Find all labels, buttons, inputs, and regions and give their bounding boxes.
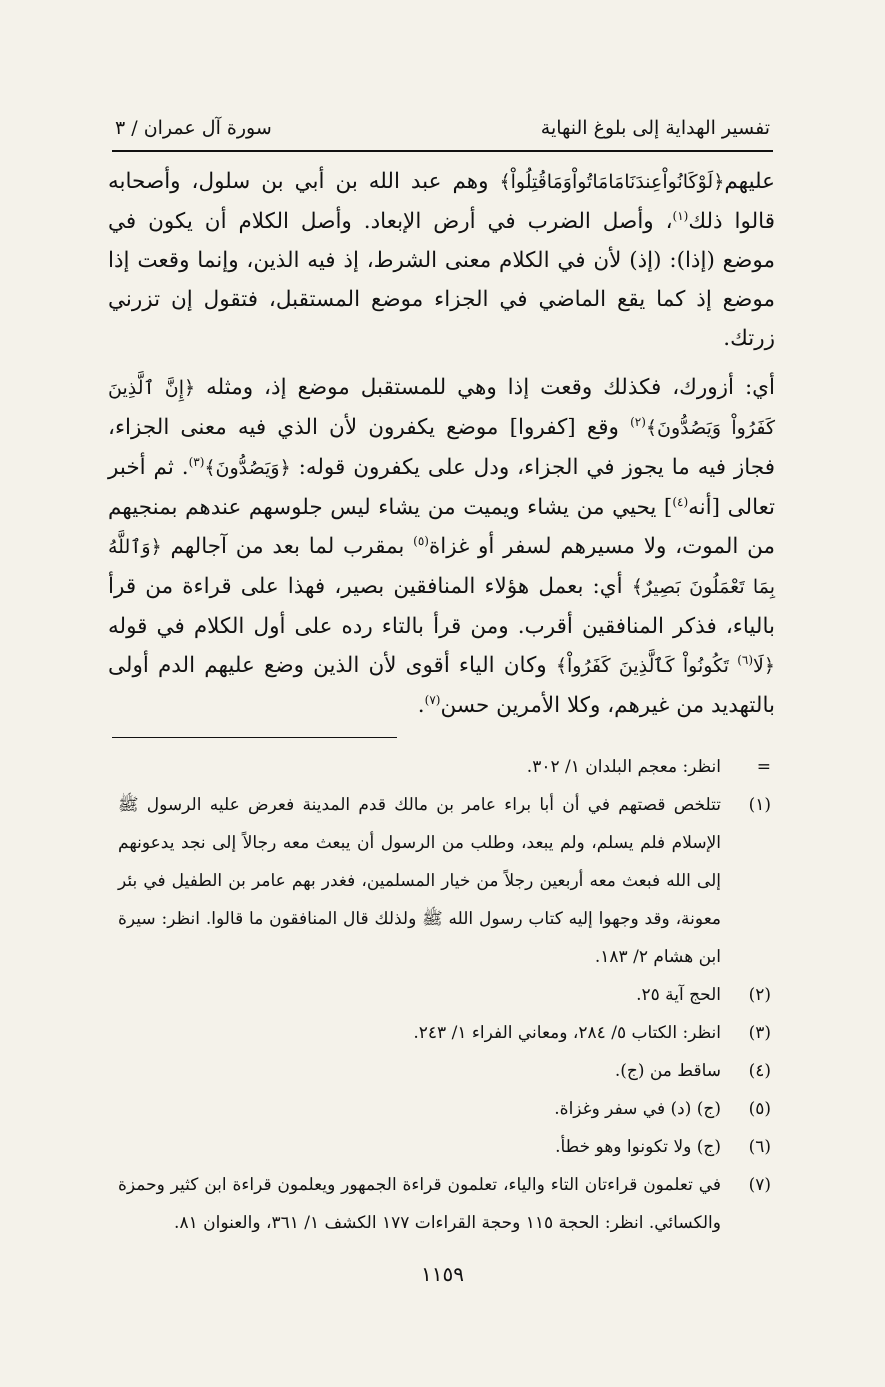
- footnote-4: [118, 1052, 773, 1090]
- footnote-text: ساقط من (ج).: [614, 1061, 721, 1081]
- footnote-text: (ج) ولا تكونوا وهو خطأ.: [555, 1137, 721, 1157]
- running-header: [115, 108, 770, 148]
- footnote-3: [118, 1014, 773, 1052]
- paragraph-2: [108, 368, 775, 725]
- footnote-5: [118, 1090, 773, 1128]
- quran-verse: ﴿وَيَصُدُّونَ﴾: [204, 457, 291, 479]
- text-run: وهم عبد الله بن أبي بن سلول، وأصحابه قالوا ذلك: [108, 169, 775, 234]
- text-run: وقع [كفروا] موضع يكفرون لأن الذي فيه معنى الجزاء، فجاز فيه ما يجوز في الجزاء، ودل على يكفرون قوله:: [108, 415, 775, 480]
- quran-verse: ﴿وَٱللَّهُ بِمَا تَعْمَلُونَ بَصِيرٌ﴾: [108, 536, 775, 598]
- text-run: . ثم أخبر تعالى [أنه: [108, 455, 775, 520]
- footnotes: [118, 748, 773, 1242]
- footnote-continuation: [118, 748, 773, 786]
- header-rule: [112, 150, 773, 152]
- footnote-separator: [112, 737, 397, 738]
- footnote-ref: (٧): [424, 692, 441, 707]
- text-run: أي: بعمل هؤلاء المنافقين بصير، فهذا على قراءة من قرأ بالياء، فذكر المنافقين أقرب. ومن قرأ بالتاء رده على أول الكلام في قوله: [108, 574, 775, 639]
- page-number: ١١٥٩: [421, 1262, 464, 1286]
- text-run: ] يحيي من يشاء ويميت من يشاء ليس جلوسهم عندهم بمنجيهم من الموت، ولا مسيرهم لسفر أو غزاة: [108, 495, 775, 559]
- footnote-number: =: [756, 757, 771, 777]
- footnote-1: [118, 786, 773, 976]
- footnote-ref: (٣): [188, 454, 205, 469]
- footnote-text: في تعلمون قراءتان التاء والياء، تعلمون قراءة الجمهور ويعلمون قراءة ابن كثير وحمزة والكسائي. انظر: الحجة ١١٥ وحجة القراءات ١٧٧ الكشف ١/ ٣٦١، والعنوان ٨١.: [118, 1175, 721, 1233]
- quran-verse: ﴿لَا: [753, 655, 775, 677]
- footnote-2: [118, 976, 773, 1014]
- footnote-text: (ج) (د) في سفر وغزاة.: [554, 1099, 721, 1119]
- footnote-number: (٧): [748, 1175, 771, 1195]
- text-run: وكان الياء أقوى لأن الذين وضع عليهم الدم أولى بالتهديد من غيرهم، وكلا الأمرين حسن: [108, 653, 775, 718]
- footnote-number: (١): [748, 795, 771, 815]
- footnote-ref: (٤): [672, 494, 689, 509]
- footnote-ref: (٥): [413, 533, 429, 548]
- footnote-number: (٤): [748, 1061, 771, 1081]
- footnote-ref: (١): [672, 208, 689, 223]
- text-run: ، وأصل الضرب في أرض الإبعاد. وأصل الكلام أن يكون في موضع (إذا): (إذ) لأن في الكلام معنى الشرط، إذ فيه الذين، وإنما وقعت إذا موضع إذ كما يقع الماضي في الجزاء موضع المستقبل، فتقول إن تزرني زرتك.: [108, 209, 775, 351]
- text-run: .: [417, 693, 425, 718]
- footnote-6: [118, 1128, 773, 1166]
- footnote-7: [118, 1166, 773, 1242]
- surah-label: سورة آل عمران / ٣: [115, 117, 272, 139]
- footnote-text: الحج آية ٢٥.: [636, 985, 721, 1005]
- footnote-ref: (٢): [630, 414, 646, 429]
- text-run: عليهم: [724, 169, 775, 194]
- footnote-text: انظر: معجم البلدان ١/ ٣٠٢.: [526, 757, 721, 777]
- footnote-number: (٣): [748, 1023, 771, 1043]
- quran-verse: تَكُونُواْ كَٱلَّذِينَ كَفَرُواْ﴾: [555, 655, 738, 677]
- footnote-number: (٦): [748, 1137, 771, 1157]
- text-run: أي: أزورك، فكذلك وقعت إذا وهي للمستقبل موضع إذ، ومثله: [195, 375, 775, 400]
- footnote-text: انظر: الكتاب ٥/ ٢٨٤، ومعاني الفراء ١/ ٢٤٣.: [413, 1023, 721, 1043]
- footnote-number: (٥): [748, 1099, 771, 1119]
- footnote-ref: (٦): [737, 652, 754, 667]
- main-text: [108, 162, 775, 725]
- text-run: بمقرب لما بعد من آجالهم: [161, 534, 414, 559]
- quran-verse: ﴿لَوْكَانُواْعِندَنَامَامَاتُواْوَمَاقُتِلُواْ﴾: [499, 171, 725, 193]
- book-title: تفسير الهداية إلى بلوغ النهاية: [540, 117, 770, 139]
- footnote-text: تتلخص قصتهم في أن أبا براء عامر بن مالك قدم المدينة فعرض عليه الرسول ﷺ الإسلام فلم يسلم، ولم يبعد، وطلب من الرسول أن يبعث معه رجالاً إلى نجد يدعونهم إلى الله فبعث معه أربعين رجلاً من خيار المسلمين، فغدر بهم عامر بن الطفيل في بئر معونة، وقد وجهوا إليه كتاب رسول الله ﷺ ولذلك قال المنافقون ما قالوا. انظر: سيرة ابن هشام ٢/ ١٨٣.: [118, 795, 721, 967]
- footnote-number: (٢): [748, 985, 771, 1005]
- paragraph-1: [108, 162, 775, 358]
- quran-verse: ﴿إِنَّ ٱلَّذِينَ كَفَرُواْ وَيَصُدُّونَ﴾: [108, 377, 775, 439]
